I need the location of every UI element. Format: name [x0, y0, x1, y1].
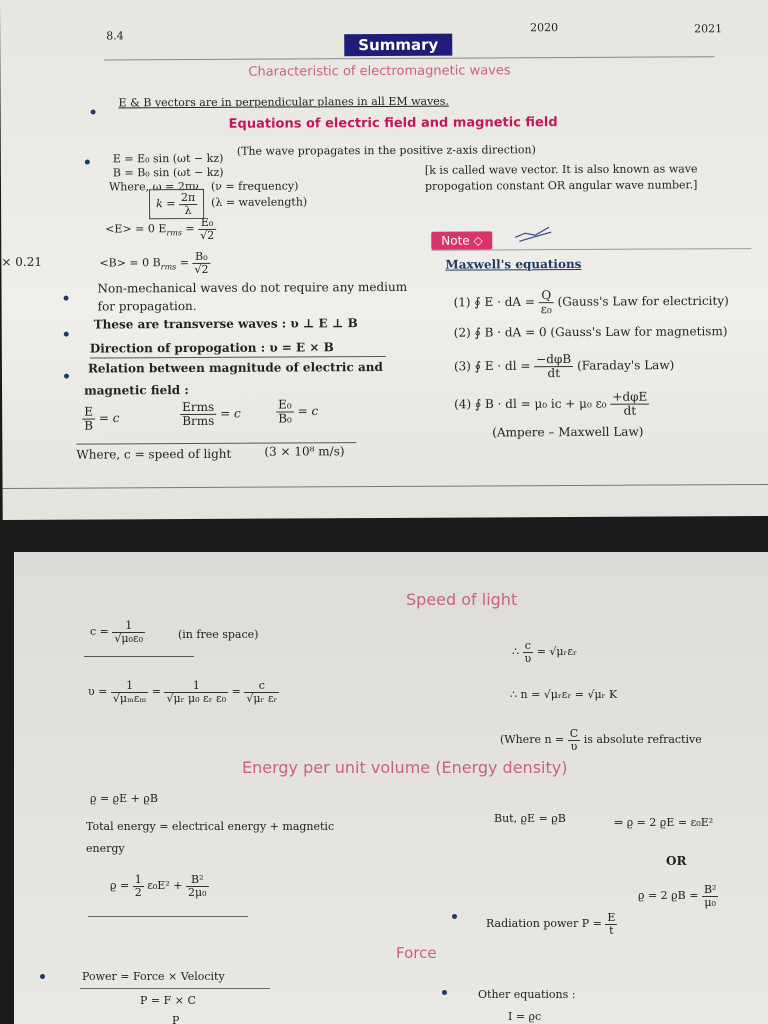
- k-note: [k is called wave vector. It is also known as wave: [424, 162, 698, 177]
- note-badge: Note ◇: [431, 231, 493, 249]
- implies-equation: ⇒ ϱ = 2 ϱE = ε₀E²: [614, 816, 714, 829]
- maxwell-eq-1: (1) ∮ E · dA = $\frac{Q}{\text{ε₀}}$ (Gauss's Law for electricity): [453, 288, 729, 316]
- k-note: propogation constant OR angular wave number.]: [424, 178, 698, 193]
- energy-title: Energy per unit volume (Energy density): [242, 758, 568, 777]
- rho-b-equation: ϱ = 2 ϱB = $\frac{\text{B²}}{\text{μ₀}}$: [638, 883, 717, 909]
- where-n: (Where n = $\frac{C}{\upsilon}$ is absolute refractive: [500, 727, 702, 753]
- b-rms-equation: <B> = 0 $B_{rms}$ = $\frac{\text{B₀}}{√2}$: [99, 249, 209, 276]
- bullet-dot: [64, 332, 69, 337]
- maxwell-title: Maxwell's equations: [445, 256, 582, 272]
- bottom-page: [14, 552, 768, 1024]
- power-line: Power = Force × Velocity: [82, 970, 225, 983]
- header-label: 8.4: [106, 29, 124, 43]
- nu-label: (ν = frequency): [210, 179, 299, 193]
- other-fragment: I = ϱc: [508, 1010, 542, 1023]
- k-lhs: k =: [156, 197, 176, 211]
- header-rule: [104, 56, 714, 60]
- v-equation: υ = $\frac{1}{\text{√μₘεₘ}}$ = $\frac{1}{\text{√μᵣ μ₀ εᵣ ε₀}}$ = $\frac{c}{\text{√μᵣ εᵣ}}$: [88, 679, 278, 705]
- where-c: Where, c = speed of light: [76, 446, 232, 462]
- maxwell-eq-4: (4) ∮ B · dl = μ₀ iᴄ + μ₀ ε₀ $\frac{\text{+dφE}}{dt}$: [454, 391, 649, 418]
- e-rms-equation: <E> = 0 $E_{rms}$ = $\frac{\text{E₀}}{√2}$: [105, 215, 215, 242]
- bullet-dot: [452, 914, 457, 919]
- header-label: 2020: [530, 21, 559, 35]
- rho-rule: [88, 916, 248, 917]
- k-box: [149, 189, 204, 219]
- k-fraction: $\frac{2\pi}{\lambda}$: [179, 192, 197, 216]
- maxwell-eq-3: (3) ∮ E · dl = $\frac{\text{−dφB}}{dt}$ (Faraday's Law): [453, 352, 675, 380]
- relation-text: magnetic field :: [84, 383, 189, 398]
- header-label: 2021: [694, 22, 723, 36]
- bullet-text: for propagation.: [97, 298, 197, 314]
- ratio-equation: ∴ $\frac{c}{\upsilon}$ = √μᵣεᵣ: [512, 639, 577, 665]
- equation-b-field: B = B₀ sin (ωt − kz): [112, 165, 224, 180]
- radiation-power: Radiation power P = $\frac{E}{t}$: [486, 911, 616, 937]
- but-equation: But, ϱE = ϱB: [494, 812, 566, 825]
- section-title: Characteristic of electromagnetic waves: [248, 63, 511, 80]
- rho-sum: ϱ = ϱE + ϱB: [90, 792, 158, 805]
- n-equation: ∴ n = √μᵣεᵣ = √μᵣ K: [510, 688, 618, 701]
- ampere-label: (Ampere – Maxwell Law): [492, 424, 644, 440]
- bottom-rule: [3, 484, 768, 489]
- speed-title: Speed of light: [406, 590, 518, 609]
- power-rule: [80, 988, 270, 989]
- relation-text: Relation between magnitude of electric and: [87, 360, 383, 376]
- c-value: (3 × 10⁸ m/s): [264, 444, 345, 459]
- bullet-dot: [64, 374, 69, 379]
- direction-text: Direction of propogation : υ = E × B: [89, 340, 334, 356]
- relation-eq-1: $\frac{E}{B}$ = c: [82, 405, 119, 431]
- bullet-dot: [64, 296, 69, 301]
- lambda-label: (λ = wavelength): [211, 195, 308, 209]
- bullet-dot: [40, 974, 45, 979]
- relation-eq-2: $\frac{\text{Erms}}{\text{Brms}}$ = c: [180, 401, 241, 428]
- p-equation: P = F × C: [140, 994, 196, 1007]
- rho-full-equation: ϱ = $\frac{1}{2}$ ε₀E² + $\frac{\text{B²}}{\text{2μ₀}}$: [110, 873, 207, 899]
- gem-icon: ◇: [473, 233, 483, 248]
- summary-tab: Summary: [344, 34, 452, 57]
- bullet-dot: [91, 110, 96, 115]
- bullet-text: E & B vectors are in perpendicular planes in all EM waves.: [118, 94, 449, 110]
- free-space-label: (in free space): [178, 628, 259, 641]
- other-equations: Other equations :: [478, 988, 576, 1001]
- maxwell-eq-2: (2) ∮ B · dA = 0 (Gauss's Law for magnetism): [453, 324, 728, 340]
- bullet-dot: [442, 990, 447, 995]
- margin-note: × 0.21: [1, 254, 43, 269]
- checkmark-scribble-icon: [513, 223, 553, 243]
- total-energy: energy: [86, 842, 125, 855]
- c-rule: [84, 656, 194, 657]
- bullet-text: Non-mechanical waves do not require any medium: [97, 279, 408, 296]
- equation-e-field: E = E₀ sin (ωt − kz): [112, 151, 224, 166]
- equation-note: (The wave propagates in the positive z-axis direction): [236, 143, 536, 158]
- section-title: Equations of electric field and magnetic field: [228, 115, 558, 132]
- p-fragment: P: [172, 1014, 180, 1024]
- bullet-text: These are transverse waves : υ ⊥ E ⊥ B: [93, 316, 358, 332]
- or-label: OR: [666, 854, 687, 868]
- relation-eq-3: $\frac{\text{E₀}}{\text{B₀}}$ = c: [276, 398, 318, 424]
- direction-rule: [90, 356, 386, 359]
- force-title: Force: [396, 944, 437, 962]
- where-omega: Where, ω = 2πν: [108, 179, 199, 194]
- total-energy: Total energy = electrical energy + magnetic: [86, 820, 335, 833]
- bullet-dot: [85, 160, 90, 165]
- c-equation: c = $\frac{1}{\text{√μ₀ε₀}}$: [90, 619, 144, 645]
